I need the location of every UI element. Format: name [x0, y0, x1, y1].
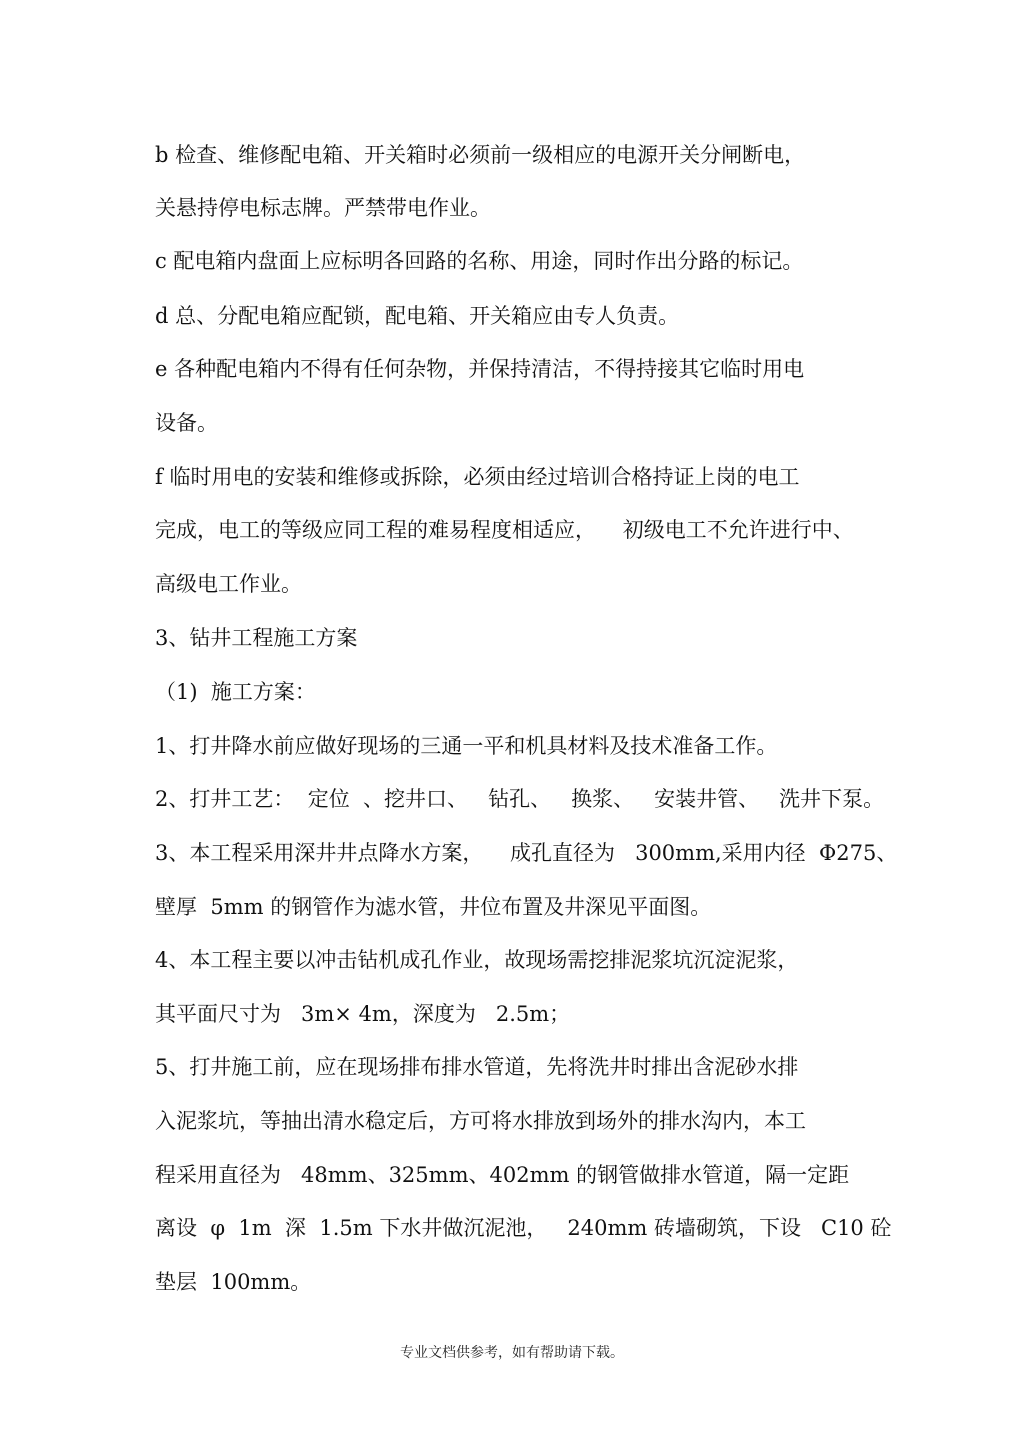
text-line: 垫层 100mm。: [155, 1270, 312, 1294]
text-line: 完成，电工的等级应同工程的难易程度相适应， 初级电工不允许进行中、: [155, 518, 854, 542]
text-line: 其平面尺寸为 3m× 4m，深度为 2.5m；: [155, 1002, 571, 1026]
text-line: 1、打井降水前应做好现场的三通一平和机具材料及技术准备工作。: [155, 734, 778, 758]
text-line: 设备。: [155, 411, 218, 435]
text-line: 入泥浆坑，等抽出清水稳定后，方可将水排放到场外的排水沟内，本工: [155, 1109, 806, 1133]
subsection-heading: （1) 施工方案：: [155, 680, 316, 704]
text-line: c 配电箱内盘面上应标明各回路的名称、用途，同时作出分路的标记。: [155, 249, 804, 273]
page-footer: 专业文档供参考，如有帮助请下载。: [400, 1345, 624, 1361]
text-line: d 总、分配电箱应配锁，配电箱、开关箱应由专人负责。: [155, 304, 680, 328]
text-line: b 检查、维修配电箱、开关箱时必须前一级相应的电源开关分闸断电，: [155, 143, 806, 167]
text-line: 程采用直径为 48mm、325mm、402mm 的钢管做排水管道，隔一定距: [155, 1163, 850, 1187]
text-line: 2、打井工艺： 定位 、挖井口、 钻孔、 换浆、 安装井管、 洗井下泵。: [155, 787, 885, 811]
text-line: 关悬持停电标志牌。严禁带电作业。: [155, 196, 491, 220]
text-line: 高级电工作业。: [155, 572, 302, 596]
text-line: 4、本工程主要以冲击钻机成孔作业，故现场需挖排泥浆坑沉淀泥浆，: [155, 948, 799, 972]
text-line: 3、本工程采用深井井点降水方案， 成孔直径为 300mm,采用内径 Φ275、: [155, 841, 898, 865]
text-line: 离设 φ 1m 深 1.5m 下水井做沉泥池， 240mm 砖墙砌筑，下设 C10 砼: [155, 1216, 892, 1240]
text-line: e 各种配电箱内不得有任何杂物，并保持清洁，不得持接其它临时用电: [155, 357, 805, 381]
section-heading: 3、钻井工程施工方案: [155, 626, 358, 650]
text-line: 壁厚 5mm 的钢管作为滤水管，井位布置及井深见平面图。: [155, 895, 712, 919]
text-line: 5、打井施工前，应在现场排布排水管道，先将洗井时排出含泥砂水排: [155, 1055, 799, 1079]
text-line: f 临时用电的安装和维修或拆除，必须由经过培训合格持证上岗的电工: [155, 465, 800, 489]
